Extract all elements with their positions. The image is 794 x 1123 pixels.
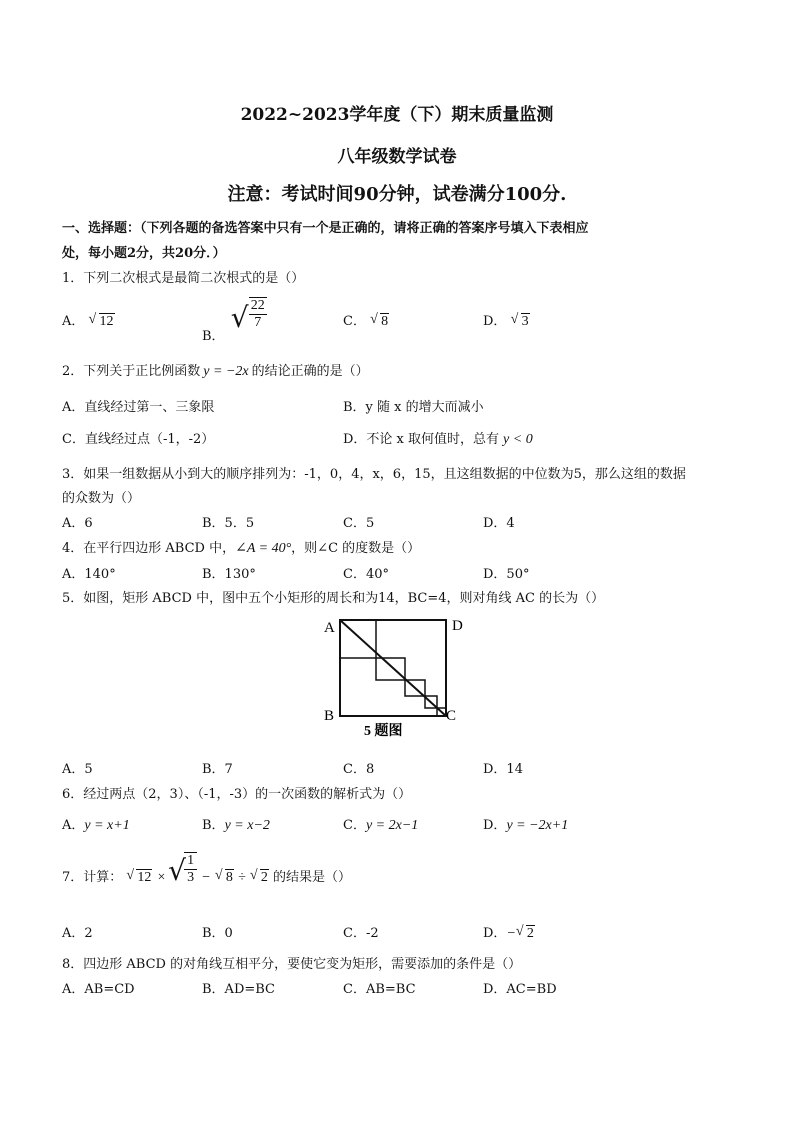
- q3-stem-line1: 3．如果一组数据从小到大的顺序排列为：-1，0，4，x，6，15，且这组数据的中位数为5，那么这组的数据: [62, 467, 686, 482]
- q1-option-b: B． √ $\frac{22}{7}$: [202, 298, 265, 344]
- q4-stem: 4．在平行四边形 ABCD 中，∠A = 40°，则∠C 的度数是（）: [62, 541, 421, 556]
- exam-title: 2022~2023学年度（下）期末质量监测: [240, 105, 554, 125]
- q2-option-a: A．直线经过第一、三象限: [62, 400, 215, 415]
- q2-option-d: D．不论 x 取何值时，总有 y < 0: [343, 432, 533, 447]
- q8-option-c: C．AB=BC: [343, 982, 416, 997]
- q6-option-a: A．y = x+1: [62, 818, 130, 833]
- q3-option-a: A．6: [62, 516, 93, 531]
- q3-option-b: B．5．5: [202, 516, 255, 531]
- q3-option-c: C．5: [343, 516, 375, 531]
- q5-option-a: A．5: [62, 762, 93, 777]
- q1-option-d: D． √ 3: [483, 312, 529, 329]
- q1-stem: 1．下列二次根式是最简二次根式的是（）: [62, 271, 305, 286]
- q6-option-b: B．y = x−2: [202, 818, 270, 833]
- q4-option-c: C．40°: [343, 567, 389, 582]
- q6-option-d: D．y = −2x+1: [483, 818, 569, 833]
- diagonal-ac: [340, 620, 446, 716]
- q8-stem: 8．四边形 ABCD 的对角线互相平分，要使它变为矩形，需要添加的条件是（）: [62, 957, 522, 972]
- q8-option-d: D．AC=BD: [483, 982, 557, 997]
- q6-option-c: C．y = 2x−1: [343, 818, 419, 833]
- q7-option-a: A．2: [62, 926, 93, 941]
- q5-rectangle-figure: [318, 612, 478, 742]
- q7-option-d: D．− √ 2: [483, 924, 534, 941]
- q7-option-c: C．-2: [343, 926, 379, 941]
- label-c: C: [446, 708, 457, 724]
- small-rect-2: [376, 658, 405, 680]
- q8-option-a: A．AB=CD: [62, 982, 135, 997]
- section-heading-line1: 一、选择题：（下列各题的备选答案中只有一个是正确的，请将正确的答案序号填入下表相应: [62, 221, 589, 236]
- label-b: B: [324, 708, 335, 724]
- label-d: D: [452, 618, 463, 634]
- q3-option-d: D．4: [483, 516, 515, 531]
- q4-option-b: B．130°: [202, 567, 256, 582]
- q1-option-c: C． √ 8: [343, 312, 389, 329]
- q8-option-b: B．AD=BC: [202, 982, 275, 997]
- q2-option-c: C．直线经过点（-1，-2）: [62, 432, 215, 447]
- q4-option-d: D．50°: [483, 567, 530, 582]
- figure-caption: 5 题图: [364, 724, 403, 739]
- q7-option-b: B．0: [202, 926, 233, 941]
- exam-subtitle: 八年级数学试卷: [337, 147, 457, 167]
- section-heading-line2: 处，每小题2分，共20分．）: [62, 246, 226, 261]
- q5-stem: 5．如图，矩形 ABCD 中，图中五个小矩形的周长和为14，BC=4，则对角线 AC 的长为（）: [62, 591, 605, 606]
- q5-option-d: D．14: [483, 762, 523, 777]
- q3-stem-line2: 的众数为（）: [62, 491, 141, 506]
- q5-option-c: C．8: [343, 762, 375, 777]
- q6-stem: 6．经过两点（2，3）、（-1，-3）的一次函数的解析式为（）: [62, 787, 412, 802]
- q2-option-b: B．y 随 x 的增大而减小: [343, 400, 484, 415]
- q1-option-a: A． √ 12: [62, 312, 114, 329]
- q7-stem: 7．计算： √ 12 × √ $\frac{1}{3}$ − √ 8 ÷ √ 2 的结果是（）: [62, 853, 352, 887]
- label-a: A: [324, 620, 335, 636]
- q4-option-a: A．140°: [62, 567, 116, 582]
- exam-notice: 注意：考试时间90分钟，试卷满分100分.: [227, 184, 567, 205]
- q5-option-b: B．7: [202, 762, 233, 777]
- q2-stem: 2．下列关于正比例函数 y = −2x 的结论正确的是（）: [62, 364, 369, 379]
